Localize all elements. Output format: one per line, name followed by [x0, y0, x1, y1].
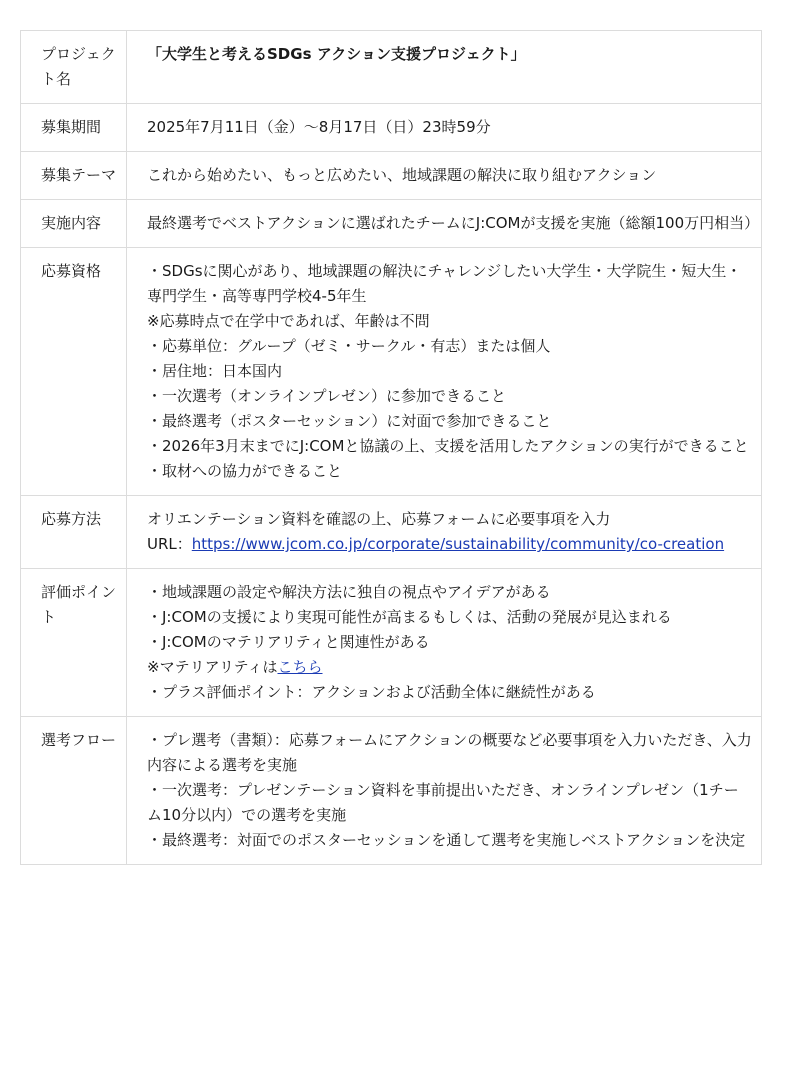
- table-row-theme: [21, 152, 762, 200]
- application-url-link[interactable]: https://www.jcom.co.jp/corporate/sustainability/community/co-creation: [191, 535, 725, 553]
- project-info-table: [20, 30, 762, 865]
- table-row-selection-flow: [21, 717, 762, 865]
- row-label: プロジェクト名: [21, 31, 127, 104]
- application-value: [127, 496, 762, 569]
- list-item: ・応募単位：グループ（ゼミ・サークル・有志）または個人: [147, 337, 551, 355]
- list-item: ・2026年3月末までにJ:COMと協議の上、支援を活用したアクションの実行ができること: [147, 437, 749, 455]
- table-row-eligibility: [21, 248, 762, 496]
- table-row-application: [21, 496, 762, 569]
- list-item: ・J:COMのマテリアリティと関連性がある: [147, 633, 430, 651]
- list-item: ・J:COMの支援により実現可能性が高まるもしくは、活動の発展が見込まれる: [147, 608, 672, 626]
- row-label: 実施内容: [21, 200, 127, 248]
- row-label: 募集期間: [21, 104, 127, 152]
- table-row-project-name: [21, 31, 762, 104]
- selection-flow-value: [127, 717, 762, 865]
- note-prefix: ※マテリアリティは: [147, 658, 278, 676]
- list-item: ・一次選考（オンラインプレゼン）に参加できること: [147, 387, 506, 405]
- list-item: ・最終選考：対面でのポスターセッションを通して選考を実施しベストアクションを決定: [147, 831, 746, 849]
- list-item: ・プレ選考（書類）：応募フォームにアクションの概要など必要事項を入力いただき、入力内容による選考を実施: [147, 731, 752, 774]
- table-row-period: [21, 104, 762, 152]
- table-row-evaluation: [21, 569, 762, 717]
- materiality-link[interactable]: こちら: [277, 658, 323, 676]
- eligibility-value: [127, 248, 762, 496]
- content-value: 最終選考でベストアクションに選ばれたチームにJ:COMが支援を実施（総額100万円相当）: [127, 200, 762, 248]
- theme-value: これから始めたい、もっと広めたい、地域課題の解決に取り組むアクション: [127, 152, 762, 200]
- row-label: 評価ポイント: [21, 569, 127, 717]
- list-item: ・プラス評価ポイント：アクションおよび活動全体に継続性がある: [147, 683, 596, 701]
- url-line: [147, 532, 753, 557]
- list-item: ・最終選考（ポスターセッション）に対面で参加できること: [147, 412, 552, 430]
- row-label: 募集テーマ: [21, 152, 127, 200]
- materiality-note: [147, 655, 753, 680]
- project-name-value: 「大学生と考えるSDGs アクション支援プロジェクト」: [127, 31, 762, 104]
- list-item: ・一次選考：プレゼンテーション資料を事前提出いただき、オンラインプレゼン（1チーム10分以内）での選考を実施: [147, 781, 739, 824]
- list-item: ・取材への協力ができること: [147, 462, 343, 480]
- row-label: 応募資格: [21, 248, 127, 496]
- list-item: ・地域課題の設定や解決方法に独自の視点やアイデアがある: [147, 583, 551, 601]
- row-label: 選考フロー: [21, 717, 127, 865]
- list-item: ・SDGsに関心があり、地域課題の解決にチャレンジしたい大学生・大学院生・短大生・専門学生・高等専門学校4-5年生: [147, 262, 742, 305]
- list-item: ※応募時点で在学中であれば、年齢は不問: [147, 312, 430, 330]
- url-prefix: URL：: [147, 535, 192, 553]
- row-label: 応募方法: [21, 496, 127, 569]
- list-item: ・居住地：日本国内: [147, 362, 283, 380]
- period-value: 2025年7月11日（金）〜8月17日（日）23時59分: [127, 104, 762, 152]
- project-table-wrapper: [20, 30, 762, 865]
- application-instruction: オリエンテーション資料を確認の上、応募フォームに必要事項を入力: [147, 510, 611, 528]
- table-row-content: [21, 200, 762, 248]
- evaluation-value: [127, 569, 762, 717]
